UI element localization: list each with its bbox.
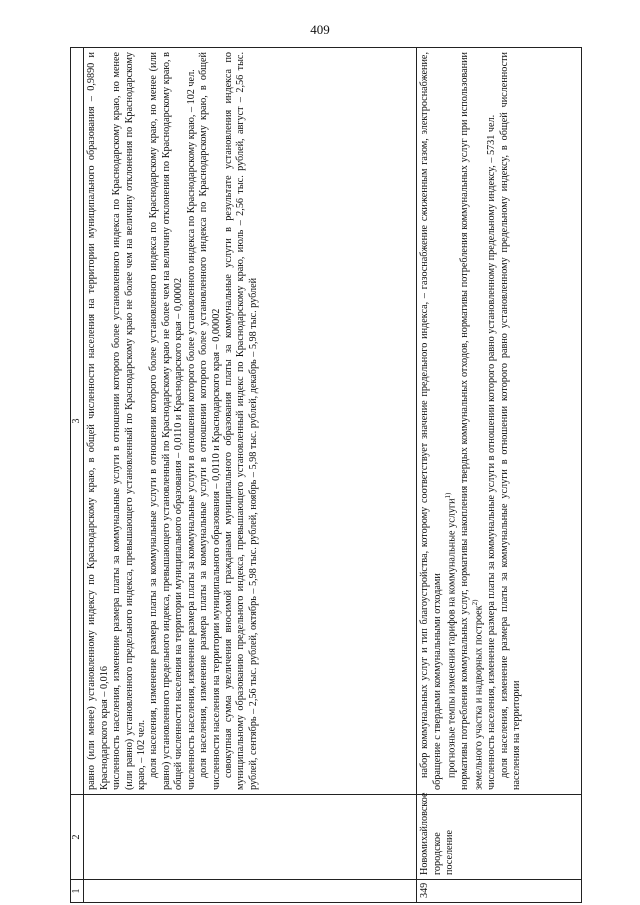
rotated-table-wrapper	[70, 52, 580, 903]
indicator-text: прогнозные темпы изменения тарифов на коммунальные услуги	[446, 498, 458, 778]
indicator-line: набор коммунальных услуг и тип благоустройства, которому соответствует значение предельного индекса, – газоснабжение сжиженным газом, электроснабжение, обращение с твердыми коммунальными отходами	[419, 52, 443, 790]
indicator-line: совокупная сумма увеличения вносимой гражданами муниципального образования платы за коммунальные услуги в результате установления индекса по муниципальному образованию предельного индекса, превышающего установленный индекс по Краснодарскому краю, июль – 2,56 тыс. рублей, август – 2,56 тыс. рублей, сентябрь – 2,56 тыс. рублей, октябрь – 5,98 тыс. рублей, ноябрь – 5,98 тыс. рублей, декабрь – 5,98 тыс. рублей	[223, 52, 259, 790]
indicator-line: численность населения, изменение размера платы за коммунальные услуги в отношении которого более установленного индекса по Краснодарскому краю, – 102 чел.	[185, 69, 197, 790]
header-col-1: 1	[71, 880, 84, 903]
indicators-cell	[84, 48, 417, 795]
header-col-2: 2	[71, 795, 84, 880]
row-number-cell	[84, 880, 417, 903]
indicators-cell	[417, 48, 582, 795]
indicator-line: доля населения, изменение размера платы за коммунальные услуги в отношении которого более установленного индекса по Краснодарскому краю, в общей численности населения на территории муниципального образования – 0,0110 и Краснодарского края – 0,00002	[198, 52, 222, 790]
row-number-cell: 349	[417, 880, 582, 903]
indicator-line: численность населения, изменение размера платы за коммунальные услуги в отношении которого равно установленному предельному индексу, – 5731 чел.	[486, 114, 498, 790]
data-table	[70, 47, 582, 903]
header-col-3: 3	[71, 48, 84, 795]
indicator-line	[459, 52, 486, 790]
indicator-line: доля населения, изменение размера платы за коммунальные услуги в отношении которого более установленного индекса по Краснодарскому краю, но менее (или равно) установленного предельного индекса, превышающего установленный по Краснодарскому краю не более чем на величину отклонения по Краснодарскому краю, в общей численности населения на территории муниципального образования – 0,0110 и Краснодарского края – 0,00002	[148, 52, 185, 790]
settlement-name-cell: Новомихайловское городское поселение	[417, 795, 582, 880]
indicator-line: численность населения, изменение размера платы за коммунальные услуги в отношении которого более установленного индекса по Краснодарскому краю, но менее (или равно) установленного предельного индекса, превышающего установленный по Краснодарскому краю не более чем на величину отклонения по Краснодарскому краю, – 102 чел.	[111, 52, 147, 790]
settlement-name-cell	[84, 795, 417, 880]
table-row-349	[417, 48, 582, 903]
indicator-text: нормативы потребления коммунальных услуг, нормативы накопления твердых коммунальных отходов, нормативы потребления коммунальных услуг при использовании земельного участка и надворных построек	[458, 52, 485, 790]
indicator-line	[444, 52, 459, 790]
footnote-mark: 1)	[444, 492, 453, 499]
header-row	[71, 48, 84, 903]
page-number: 409	[310, 22, 330, 37]
footnote-mark: 2)	[471, 599, 480, 606]
indicator-line: доля населения, изменение размера платы за коммунальные услуги в отношении которого равно установленному предельному индексу, в общей численности населения на территории	[498, 52, 523, 790]
indicator-line: равно (или менее) установленному индексу по Краснодарскому краю, в общей численности населения на территории муниципального образования – 0,9890 и Краснодарского края – 0,016	[86, 52, 110, 790]
table-row-continued	[84, 48, 417, 903]
